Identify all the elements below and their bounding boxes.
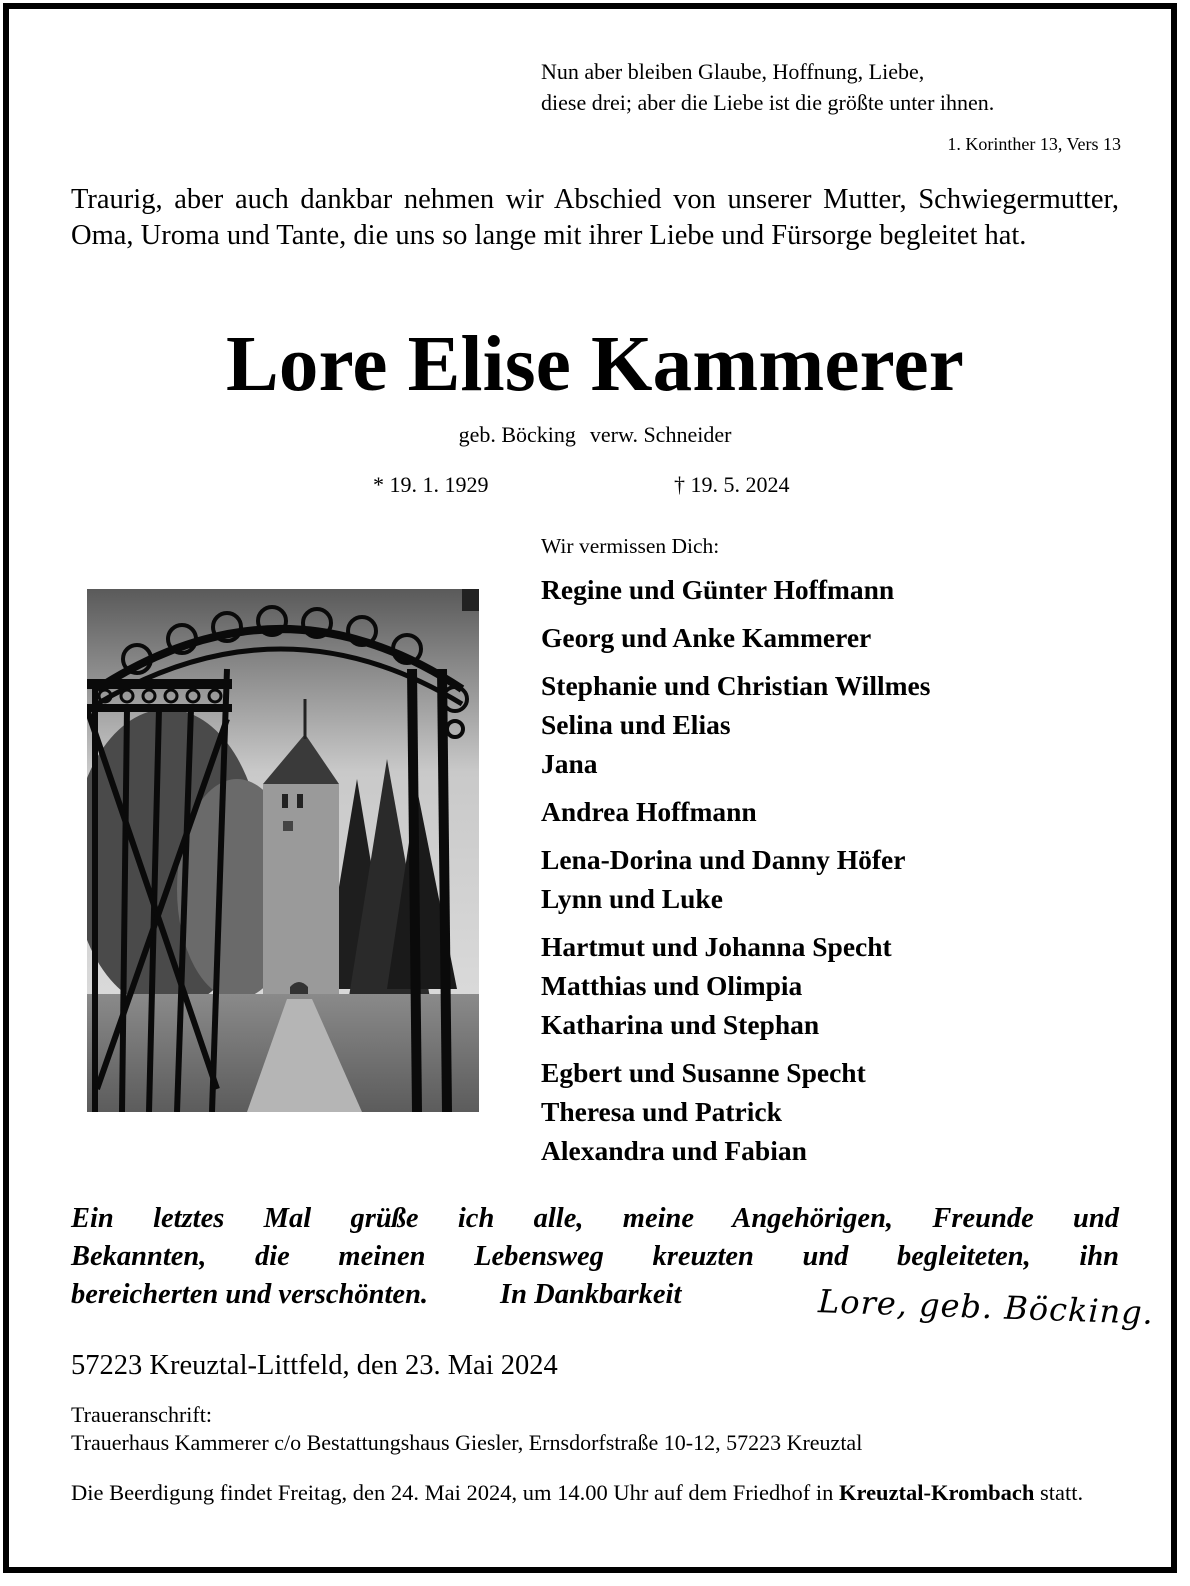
bible-verse [541, 56, 994, 118]
funeral-info [71, 1477, 1119, 1509]
verse-line-2: diese drei; aber die Liebe ist die größte unter ihnen. [541, 90, 995, 115]
verse-reference: 1. Korinther 13, Vers 13 [947, 134, 1121, 154]
church-photo-image [87, 589, 479, 1112]
intro-text: Traurig, aber auch dankbar nehmen wir Abschied von unserer Mutter, Schwiegermutter, Oma, Uroma und Tante, die uns so lange mit ihrer Liebe und Fürsorge begleitet hat. [71, 184, 1119, 251]
mourner-line: Katharina und Stephan [541, 1009, 820, 1040]
birth-date: * 19. 1. 1929 [373, 472, 489, 497]
mourning-address: Trauerhaus Kammerer c/o Bestattungshaus Giesler, Ernsdorfstraße 10-12, 57223 Kreuztal [71, 1430, 863, 1455]
funeral-text-end: statt. [1040, 1480, 1084, 1505]
mourner-line: Georg und Anke Kammerer [541, 622, 872, 653]
thanks-text: In Dankbarkeit [500, 1279, 682, 1310]
mourner-line: Lena-Dorina und Danny Höfer [541, 844, 906, 875]
mourner-line: Regine und Günter Hoffmann [541, 574, 895, 605]
mourner-line: Andrea Hoffmann [541, 796, 757, 827]
funeral-text: Die Beerdigung findet Freitag, den 24. Mai 2024, um 14.00 Uhr auf dem Friedhof in [71, 1480, 834, 1505]
born-name: geb. Böcking [458, 422, 576, 447]
mourner-group [541, 927, 930, 1044]
mourner-line: Stephanie und Christian Willmes [541, 670, 931, 701]
death-date: † 19. 5. 2024 [674, 472, 790, 497]
mourner-line: Matthias und Olimpia [541, 970, 803, 1001]
mourner-line: Lynn und Luke [541, 883, 723, 914]
mourner-group [541, 792, 930, 831]
mourner-line: Jana [541, 748, 598, 779]
mourner-line: Selina und Elias [541, 709, 731, 740]
farewell-line-3-text: bereicherten und verschönten. [71, 1279, 429, 1310]
mourner-line: Alexandra und Fabian [541, 1135, 807, 1166]
farewell-line-2: Bekannten, die meinen Lebensweg kreuzten und begleiteten, ihn [71, 1241, 1119, 1272]
farewell-line-1: Ein letztes Mal grüße ich alle, meine Angehörigen, Freunde und [71, 1203, 1119, 1234]
mourners-list [541, 570, 930, 1179]
place-and-date: 57223 Kreuztal-Littfeld, den 23. Mai 2024 [71, 1350, 558, 1381]
mourner-group [541, 840, 930, 918]
church-gate-photo [87, 589, 479, 1112]
widowed-name: verw. Schneider [589, 422, 732, 447]
handwritten-signature: Lore, geb. Böcking. [817, 1282, 1155, 1332]
mourner-line: Hartmut und Johanna Specht [541, 931, 892, 962]
mourner-group [541, 570, 930, 609]
funeral-location: Kreuztal-Krombach [838, 1480, 1035, 1505]
deceased-name: Lore Elise Kammerer [226, 321, 964, 408]
mourner-group [541, 1053, 930, 1170]
mourner-line: Egbert und Susanne Specht [541, 1057, 866, 1088]
name-details [0, 422, 1190, 448]
mourner-group [541, 666, 930, 783]
mourner-line: Theresa und Patrick [541, 1096, 782, 1127]
verse-line-1: Nun aber bleiben Glaube, Hoffnung, Liebe, [541, 59, 925, 84]
mourners-intro: Wir vermissen Dich: [541, 534, 720, 558]
mourner-group [541, 618, 930, 657]
address-label: Traueranschrift: [71, 1402, 212, 1427]
